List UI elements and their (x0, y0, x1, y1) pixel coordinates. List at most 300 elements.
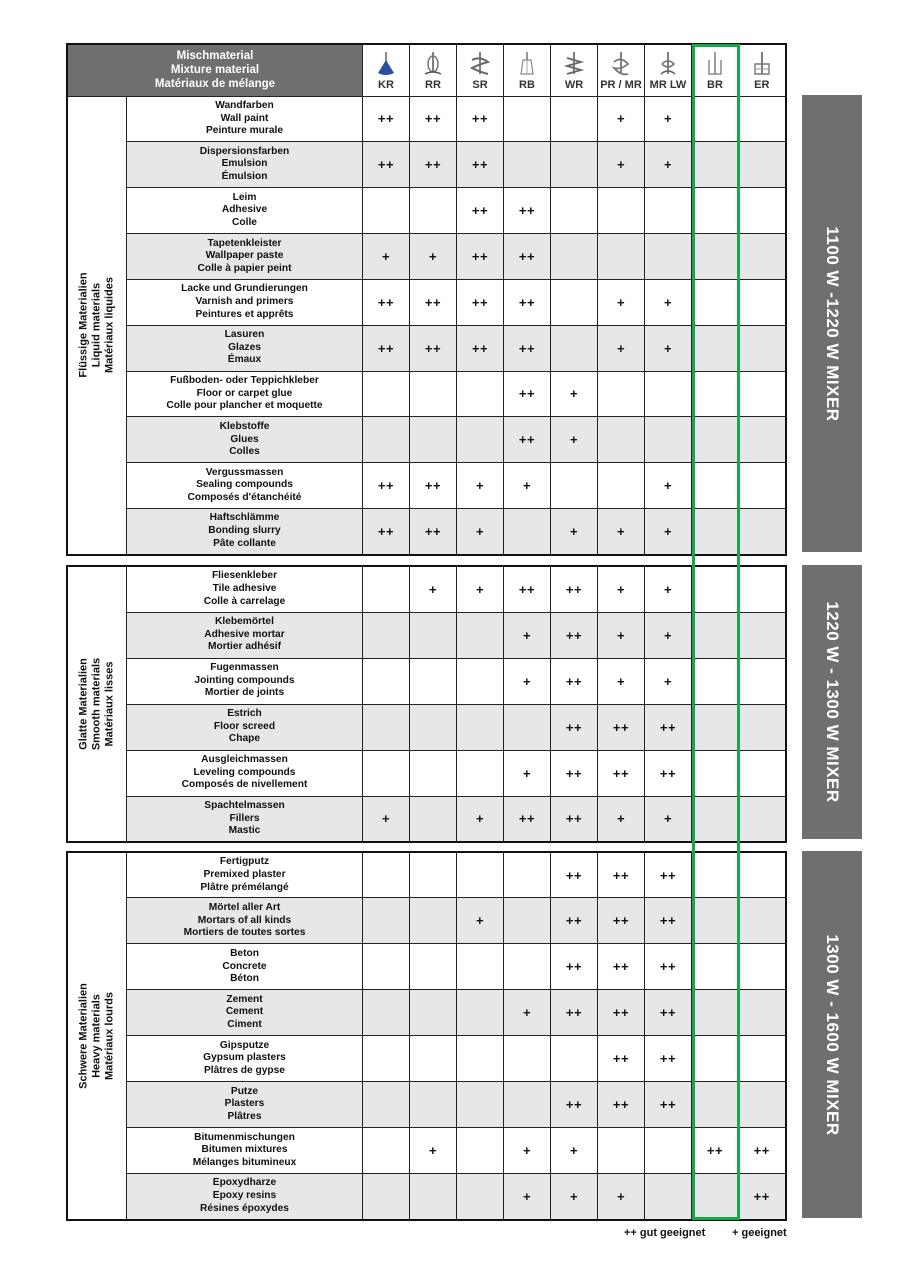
suitability-cell: ++ (645, 852, 692, 898)
suitability-cell (410, 796, 457, 842)
suitability-cell (551, 188, 598, 234)
material-name-line: Glazes (228, 341, 261, 353)
suitability-cell: + (410, 1128, 457, 1174)
tool-code-rr: RR (425, 78, 441, 91)
suitability-cell: + (410, 566, 457, 612)
suitability-cell (410, 1174, 457, 1220)
suitability-cell: ++ (739, 1128, 786, 1174)
material-name (127, 944, 363, 990)
mr-lw-stirrer-icon (656, 50, 680, 78)
suitability-cell (551, 325, 598, 371)
suitability-cell (598, 417, 645, 463)
tool-header-mr-lw (645, 44, 692, 96)
suitability-cell: + (504, 612, 551, 658)
material-name-line: Plasters (224, 1098, 265, 1110)
suitability-cell: ++ (598, 1082, 645, 1128)
table-row (67, 371, 786, 417)
material-name-line: Plâtres de gypse (204, 1065, 285, 1077)
suitability-cell: ++ (645, 944, 692, 990)
material-name-line: Dispersionsfarben (199, 145, 290, 157)
suitability-cell (457, 704, 504, 750)
material-name (127, 509, 363, 555)
material-name-line: Composés d'étanchéité (187, 491, 302, 503)
material-name-line: Leveling compounds (193, 766, 296, 778)
br-stirrer-icon (703, 50, 727, 78)
suitability-cell: ++ (598, 990, 645, 1036)
material-name (127, 1082, 363, 1128)
material-name-line: Émulsion (221, 171, 268, 183)
table-row (67, 750, 786, 796)
material-name-line: Mortars of all kinds (197, 914, 292, 926)
material-name-line: Emulsion (221, 158, 268, 170)
suitability-cell: ++ (598, 852, 645, 898)
er-stirrer-icon (750, 50, 774, 78)
suitability-cell: ++ (645, 990, 692, 1036)
material-name-line: Émaux (227, 354, 262, 366)
suitability-cell (410, 417, 457, 463)
suitability-cell (551, 1036, 598, 1082)
mixing-table-smooth (66, 565, 787, 843)
material-name-line: Peinture murale (206, 125, 283, 137)
material-name-line: Mortiers de toutes sortes (183, 927, 306, 939)
tool-header-er (739, 44, 786, 96)
wr-stirrer-icon (562, 50, 586, 78)
material-name-line: Fertigputz (219, 856, 270, 868)
suitability-cell: ++ (598, 750, 645, 796)
suitability-cell (739, 509, 786, 555)
suitability-cell: ++ (645, 1082, 692, 1128)
suitability-cell (692, 509, 739, 555)
rr-stirrer-icon (421, 50, 445, 78)
table-row (67, 142, 786, 188)
suitability-cell: ++ (457, 234, 504, 280)
material-name (127, 1128, 363, 1174)
material-name (127, 852, 363, 898)
suitability-cell (457, 371, 504, 417)
material-name-line: Mélanges bitumineux (192, 1156, 297, 1168)
legend-double: ++ gut geeignet (624, 1227, 706, 1239)
suitability-cell (645, 1174, 692, 1220)
material-name-line: Concrete (222, 960, 267, 972)
material-header (67, 44, 363, 96)
suitability-cell (363, 1174, 410, 1220)
material-name (127, 990, 363, 1036)
material-name-line: Floor or carpet glue (196, 387, 293, 399)
material-name-line: Tile adhesive (212, 582, 277, 594)
suitability-cell (551, 279, 598, 325)
material-header-fr: Matériaux de mélange (154, 78, 276, 91)
material-name-line: Plâtres (227, 1110, 262, 1122)
suitability-cell: ++ (598, 944, 645, 990)
suitability-cell: + (504, 990, 551, 1036)
material-name-line: Wallpaper paste (205, 250, 284, 262)
suitability-cell (363, 1128, 410, 1174)
suitability-cell (457, 1082, 504, 1128)
material-name-line: Chape (228, 733, 261, 745)
material-name-line: Résines époxydes (200, 1202, 289, 1214)
suitability-cell (692, 325, 739, 371)
power-band-2 (802, 565, 862, 839)
material-name (127, 898, 363, 944)
suitability-cell: + (363, 234, 410, 280)
tool-header-rr (410, 44, 457, 96)
suitability-cell: ++ (551, 566, 598, 612)
suitability-cell: ++ (551, 944, 598, 990)
tool-header-wr (551, 44, 598, 96)
table-row (67, 944, 786, 990)
suitability-cell (739, 1036, 786, 1082)
suitability-cell: + (598, 1174, 645, 1220)
suitability-cell (457, 417, 504, 463)
suitability-cell (739, 371, 786, 417)
category-line: Matériaux liquides (103, 277, 116, 373)
suitability-cell (457, 852, 504, 898)
suitability-cell (739, 944, 786, 990)
table-row (67, 325, 786, 371)
suitability-cell (410, 898, 457, 944)
suitability-cell: ++ (692, 1128, 739, 1174)
material-name-line: Peintures et apprêts (195, 308, 294, 320)
suitability-cell: ++ (645, 704, 692, 750)
suitability-cell (410, 658, 457, 704)
suitability-cell: + (645, 658, 692, 704)
suitability-cell: ++ (645, 750, 692, 796)
suitability-cell: + (457, 566, 504, 612)
suitability-cell (645, 234, 692, 280)
suitability-cell (692, 188, 739, 234)
suitability-cell (739, 796, 786, 842)
material-name-line: Jointing compounds (194, 674, 295, 686)
suitability-cell: ++ (363, 279, 410, 325)
power-band-3 (802, 851, 862, 1218)
table-row (67, 852, 786, 898)
material-name-line: Colle pour plancher et moquette (166, 400, 323, 412)
material-header-de: Mischmaterial (176, 50, 254, 63)
table-row (67, 1082, 786, 1128)
suitability-cell: ++ (363, 509, 410, 555)
table-row (67, 704, 786, 750)
category-line: Liquid materials (90, 282, 103, 368)
suitability-cell: ++ (410, 96, 457, 142)
material-name (127, 612, 363, 658)
table-row (67, 990, 786, 1036)
suitability-cell (457, 990, 504, 1036)
suitability-cell (504, 1036, 551, 1082)
suitability-cell: + (645, 566, 692, 612)
material-name-line: Epoxydharze (212, 1177, 277, 1189)
material-name (127, 96, 363, 142)
category-label (67, 852, 127, 1220)
suitability-cell: ++ (457, 142, 504, 188)
tool-code-wr: WR (564, 78, 584, 91)
suitability-cell (551, 234, 598, 280)
material-name (127, 704, 363, 750)
material-name-line: Mortier adhésif (207, 641, 282, 653)
suitability-cell: ++ (551, 658, 598, 704)
material-name-line: Premixed plaster (203, 868, 286, 880)
power-band-1-label: 1100 W -1220 W MIXER (823, 225, 842, 422)
suitability-cell: + (504, 658, 551, 704)
suitability-cell (739, 325, 786, 371)
material-name-line: Composés de nivellement (181, 779, 308, 791)
suitability-cell: + (645, 279, 692, 325)
suitability-cell: ++ (551, 1082, 598, 1128)
suitability-cell (692, 96, 739, 142)
suitability-cell (504, 898, 551, 944)
suitability-cell (692, 279, 739, 325)
tool-code-er: ER (754, 78, 770, 91)
suitability-cell (504, 509, 551, 555)
material-name (127, 463, 363, 509)
suitability-cell (739, 142, 786, 188)
tool-code-mr-lw: MR LW (649, 78, 687, 91)
mixing-table-liquid (66, 43, 787, 556)
suitability-cell: ++ (410, 279, 457, 325)
tool-code-rb: RB (519, 78, 535, 91)
suitability-cell (363, 898, 410, 944)
category-line: Matériaux lourds (103, 991, 116, 1080)
suitability-cell (739, 1082, 786, 1128)
suitability-cell (692, 944, 739, 990)
suitability-cell (598, 371, 645, 417)
table-row (67, 509, 786, 555)
suitability-cell (692, 898, 739, 944)
material-name-line: Wall paint (220, 112, 269, 124)
tool-header-br (692, 44, 739, 96)
suitability-cell (692, 142, 739, 188)
material-name-line: Varnish and primers (195, 296, 294, 307)
material-name-line: Fugenmassen (210, 662, 279, 674)
suitability-cell: ++ (645, 898, 692, 944)
suitability-cell (363, 1082, 410, 1128)
suitability-cell: + (645, 96, 692, 142)
table-row (67, 234, 786, 280)
suitability-cell (363, 944, 410, 990)
suitability-cell (363, 188, 410, 234)
category-line: Glatte Materialien (77, 658, 90, 750)
suitability-cell (504, 944, 551, 990)
suitability-cell: + (551, 371, 598, 417)
material-name-line: Leim (232, 191, 257, 203)
suitability-cell (363, 658, 410, 704)
suitability-cell (692, 796, 739, 842)
material-name-line: Cement (225, 1006, 264, 1018)
table-row (67, 463, 786, 509)
suitability-cell (363, 417, 410, 463)
suitability-cell (692, 566, 739, 612)
suitability-cell (739, 612, 786, 658)
material-name-line: Zement (226, 993, 263, 1005)
suitability-cell (692, 463, 739, 509)
suitability-cell (645, 1128, 692, 1174)
material-name-line: Fußboden- oder Teppichkleber (170, 375, 319, 387)
suitability-cell: ++ (551, 796, 598, 842)
suitability-cell (598, 234, 645, 280)
suitability-cell: + (645, 796, 692, 842)
material-name-line: Tapetenkleister (207, 237, 282, 249)
suitability-cell: ++ (457, 96, 504, 142)
suitability-cell: ++ (363, 463, 410, 509)
material-name-line: Mörtel aller Art (208, 902, 281, 914)
suitability-cell: ++ (598, 1036, 645, 1082)
material-name-line: Ausgleichmassen (201, 754, 288, 766)
pr-mr-stirrer-icon (609, 50, 633, 78)
suitability-cell: + (457, 796, 504, 842)
suitability-cell: ++ (551, 750, 598, 796)
tool-header-sr (457, 44, 504, 96)
suitability-cell: ++ (504, 325, 551, 371)
suitability-cell: + (410, 234, 457, 280)
suitability-cell: + (504, 463, 551, 509)
suitability-cell (457, 750, 504, 796)
suitability-cell: ++ (598, 898, 645, 944)
suitability-cell: ++ (551, 990, 598, 1036)
table-row (67, 796, 786, 842)
suitability-cell (410, 188, 457, 234)
suitability-cell: ++ (363, 142, 410, 188)
suitability-cell: + (645, 463, 692, 509)
suitability-cell (504, 852, 551, 898)
material-name-line: Lasuren (224, 329, 265, 341)
suitability-cell (739, 750, 786, 796)
suitability-cell (410, 944, 457, 990)
suitability-cell (692, 417, 739, 463)
material-name (127, 658, 363, 704)
suitability-cell (645, 371, 692, 417)
suitability-cell: ++ (410, 325, 457, 371)
suitability-cell: + (598, 142, 645, 188)
suitability-cell (457, 658, 504, 704)
material-header-en: Mixture material (170, 64, 260, 77)
suitability-cell (692, 612, 739, 658)
suitability-cell (739, 658, 786, 704)
material-name-line: Adhesive mortar (204, 628, 285, 640)
suitability-cell (363, 371, 410, 417)
suitability-cell (739, 566, 786, 612)
material-name (127, 796, 363, 842)
suitability-cell: ++ (551, 704, 598, 750)
suitability-cell: + (645, 509, 692, 555)
material-name-line: Béton (230, 973, 259, 985)
material-name-line: Colle à papier peint (197, 262, 292, 274)
material-name (127, 325, 363, 371)
table-row (67, 1128, 786, 1174)
table-row (67, 1036, 786, 1082)
material-name (127, 1174, 363, 1220)
suitability-cell (739, 990, 786, 1036)
suitability-cell (457, 1174, 504, 1220)
suitability-cell (692, 371, 739, 417)
suitability-cell: ++ (504, 188, 551, 234)
suitability-cell: ++ (363, 325, 410, 371)
material-name-line: Colles (229, 446, 260, 458)
suitability-cell: ++ (457, 188, 504, 234)
mixing-table-heavy (66, 851, 787, 1221)
suitability-cell (410, 371, 457, 417)
suitability-cell: ++ (504, 796, 551, 842)
suitability-cell: ++ (645, 1036, 692, 1082)
suitability-cell: ++ (504, 279, 551, 325)
table-row (67, 1174, 786, 1220)
suitability-cell (363, 990, 410, 1036)
category-line: Heavy materials (90, 993, 103, 1078)
power-band-3-label: 1300 W - 1600 W MIXER (823, 933, 842, 1136)
suitability-cell (739, 234, 786, 280)
suitability-cell (504, 142, 551, 188)
category-label (67, 96, 127, 555)
suitability-cell (457, 1036, 504, 1082)
suitability-cell: + (457, 898, 504, 944)
suitability-cell: ++ (504, 371, 551, 417)
suitability-cell (739, 852, 786, 898)
suitability-cell: ++ (739, 1174, 786, 1220)
suitability-cell (739, 279, 786, 325)
suitability-cell (739, 898, 786, 944)
suitability-cell: ++ (504, 234, 551, 280)
kr-stirrer-icon (374, 50, 398, 78)
material-name-line: Estrich (227, 708, 262, 720)
suitability-cell: + (504, 1174, 551, 1220)
suitability-cell (363, 704, 410, 750)
suitability-cell (363, 612, 410, 658)
suitability-cell: ++ (551, 612, 598, 658)
table-row (67, 658, 786, 704)
suitability-cell: + (598, 566, 645, 612)
suitability-cell (504, 704, 551, 750)
suitability-cell (410, 704, 457, 750)
suitability-cell (504, 96, 551, 142)
suitability-cell (692, 1174, 739, 1220)
suitability-cell (457, 1128, 504, 1174)
suitability-cell (739, 188, 786, 234)
material-name-line: Beton (230, 947, 259, 959)
material-name (127, 188, 363, 234)
material-name (127, 371, 363, 417)
suitability-cell (410, 852, 457, 898)
category-line: Flüssige Materialien (77, 272, 90, 378)
tool-code-kr: KR (378, 78, 394, 91)
material-name-line: Plâtre prémélangé (200, 881, 289, 893)
category-label (67, 566, 127, 842)
suitability-cell: ++ (457, 279, 504, 325)
material-name-line: Colle à carrelage (203, 595, 286, 607)
material-name-line: Bonding slurry (208, 525, 281, 536)
suitability-cell (551, 96, 598, 142)
suitability-cell: + (504, 750, 551, 796)
material-name-line: Vergussmassen (205, 466, 284, 478)
category-line: Smooth materials (90, 657, 103, 751)
category-line: Matériaux lisses (103, 661, 116, 747)
material-name (127, 279, 363, 325)
material-name-line: Bitumenmischungen (194, 1131, 295, 1143)
material-name (127, 566, 363, 612)
suitability-cell: + (645, 325, 692, 371)
suitability-cell (645, 188, 692, 234)
suitability-cell (363, 852, 410, 898)
material-name-line: Adhesive (221, 204, 268, 216)
tool-header-pr-mr (598, 44, 645, 96)
suitability-cell (692, 990, 739, 1036)
material-name-line: Gipsputze (219, 1039, 270, 1051)
material-name-line: Putze (230, 1085, 259, 1097)
sr-stirrer-icon (468, 50, 492, 78)
suitability-cell (692, 750, 739, 796)
table-row (67, 566, 786, 612)
suitability-cell: + (551, 1174, 598, 1220)
suitability-cell (410, 612, 457, 658)
material-name-line: Klebemörtel (215, 616, 274, 628)
category-line: Schwere Materialien (77, 982, 90, 1089)
